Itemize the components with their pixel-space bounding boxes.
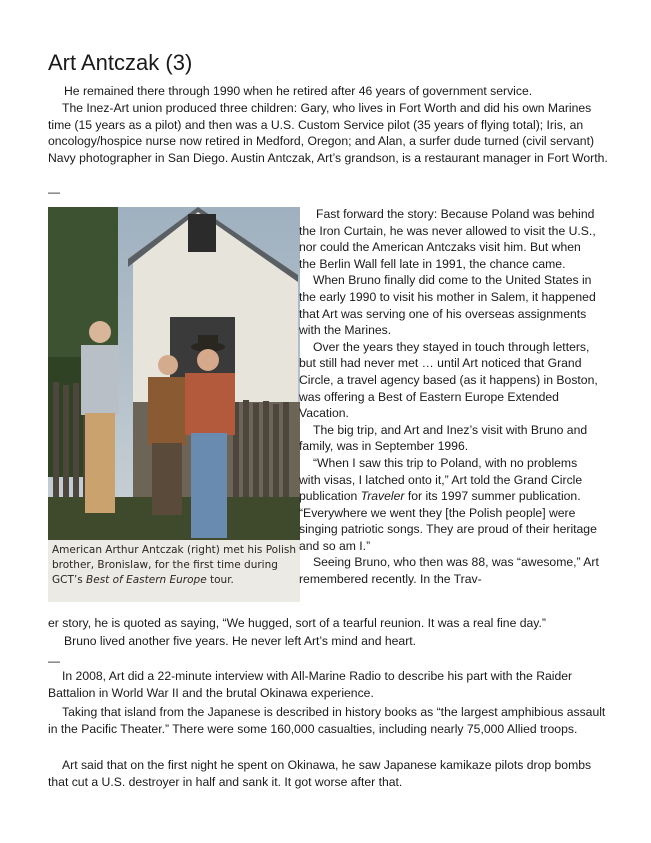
man-middle bbox=[148, 355, 186, 515]
paragraph-quote bbox=[299, 455, 599, 555]
paragraph-children: The Inez-Art union produced three children: Gary, who lives in Fort Worth and did his own Marines time (15 years as a pilot) and then was a U.S. Custom Service pilot (35 years of flying total); Iris, an oncology/hospice nurse now retired in Medford, Oregon; and Alan, a surfer dude turned (civil servant) Navy photographer in San Diego. Austin Antczak, Art’s grandson, is a restaurant manager in Fort Worth. bbox=[48, 101, 608, 165]
quote-text-end: for its 1997 summer publication. “Everywhere we went they [the Polish people] were singing patriotic songs. They are proud of their heritage and so am I.” bbox=[299, 489, 597, 553]
paragraph-awesome: Seeing Bruno, who then was 88, was “awesome,” Art remembered recently. In the Trav- bbox=[299, 555, 599, 587]
separator-1: — bbox=[48, 185, 60, 199]
caption-text: American Arthur Antczak (right) met his Polish brother, Bronislaw, for the first time during GCT’s bbox=[52, 544, 297, 586]
attic-window bbox=[188, 214, 216, 252]
separator-2: — bbox=[48, 654, 60, 668]
page-title: Art Antczak (3) bbox=[48, 50, 193, 75]
publication-title: Traveler bbox=[360, 489, 405, 504]
paragraph-radio-interview: In 2008, Art did a 22-minute interview with All-Marine Radio to describe his part with the Raider Battalion in World War II and the brutal Okinawa experience. bbox=[48, 669, 573, 700]
paragraph-kamikaze: Art said that on the first night he spent on Okinawa, he saw Japanese kamikaze pilots drop bombs that cut a U.S. destroyer in half and sank it. It got worse after that. bbox=[48, 758, 592, 789]
paragraph-okinawa: Taking that island from the Japanese is described in history books as “the largest amphibious assault in the Pacific Theater.” There were some 160,000 casualties, including nearly 75,000 Allied troops. bbox=[48, 705, 606, 736]
paragraph-bruno-lived: Bruno lived another five years. He never left Art’s mind and heart. bbox=[64, 634, 417, 648]
paragraph-retirement: He remained there through 1990 when he retired after 46 years of government service. bbox=[64, 84, 533, 98]
quote-text: “When I saw this trip to Poland, with no problems with visas, I latched onto it,” Art told the Grand Circle publication bbox=[299, 455, 583, 504]
photo-figure bbox=[48, 207, 300, 602]
paragraph-letters: Over the years they stayed in touch through letters, but still had never met … until Art noticed that Grand Circle, a travel agency based (as it happens) in Boston, was offering a Best of Eastern Europe Extended Vacation. bbox=[299, 339, 598, 421]
man-left bbox=[81, 321, 119, 513]
paragraph-big-trip: The big trip, and Art and Inez’s visit with Bruno and family, was in September 1996. bbox=[299, 422, 588, 454]
caption-text-end: tour. bbox=[206, 574, 234, 586]
right-column bbox=[299, 206, 599, 588]
paragraph-reunion-tail: er story, he is quoted as saying, “We hugged, sort of a tearful reunion. It was a real fine day.” bbox=[48, 616, 546, 630]
paragraph-bruno-visit: When Bruno finally did come to the United States in the early 1990 to visit his mother in Salem, it happened that Art was serving one of his overseas assignments with the Marines. bbox=[299, 273, 596, 338]
paragraph-fast-forward: Fast forward the story: Because Poland was behind the Iron Curtain, he was never allowed to visit the U.S., nor could the American Antczaks visit him. But when the Berlin Wall fell late in 1991, the chance came. bbox=[299, 207, 596, 271]
brothers-photo bbox=[48, 207, 300, 540]
caption-tour-name: Best of Eastern Europe bbox=[86, 574, 207, 586]
photo-caption bbox=[52, 543, 300, 588]
